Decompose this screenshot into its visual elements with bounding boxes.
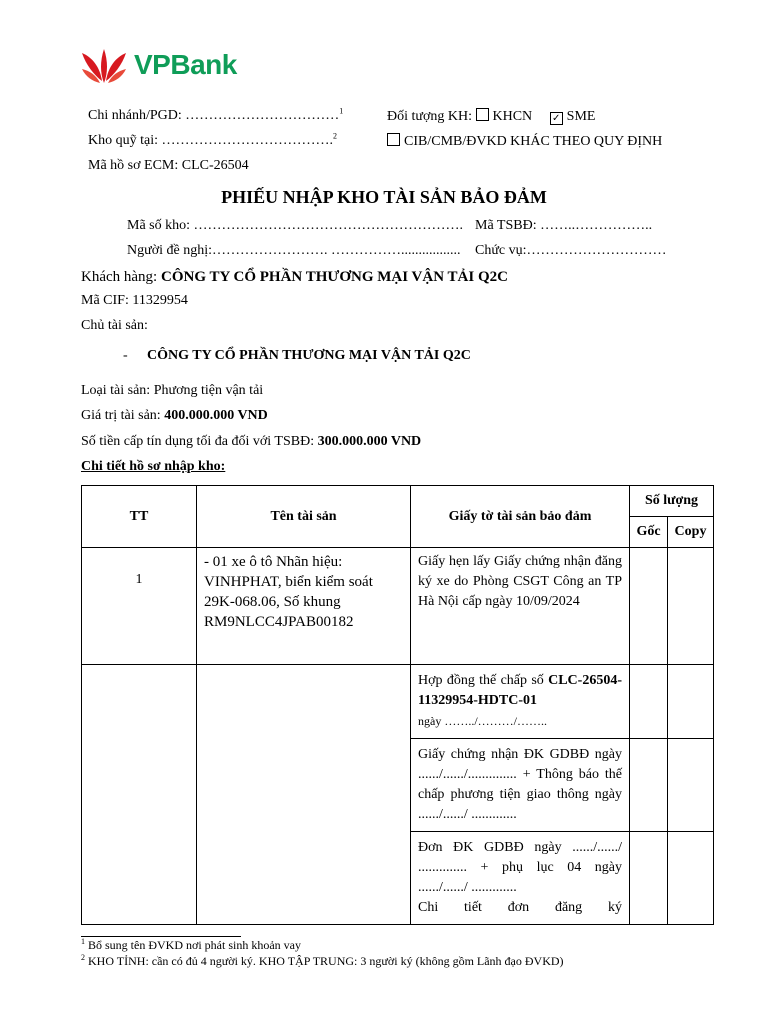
footnote-1 — [81, 938, 301, 953]
detail-heading: Chi tiết hồ sơ nhập kho: — [81, 459, 226, 474]
header-asset-name: Tên tài sản — [197, 486, 411, 548]
row2-tt — [82, 665, 197, 925]
asset-value: 400.000.000 VND — [164, 408, 268, 423]
header-quantity: Số lượng — [630, 486, 714, 517]
row2-contract-date: ngày ……../………/…….. — [418, 714, 547, 728]
vault-line — [88, 133, 337, 150]
asset-value-line — [81, 408, 268, 425]
row1-asset-name: - 01 xe ô tô Nhãn hiệu: VINHPHAT, biển kiểm soát 29K-068.06, Số khung RM9NLCC4JPAB00182 — [197, 548, 411, 665]
row1-original-cell[interactable] — [630, 548, 668, 665]
footnote-2 — [81, 954, 564, 969]
footnote-1-number: 1 — [81, 937, 85, 946]
row1-tt: 1 — [82, 548, 197, 665]
row1-doc: Giấy hẹn lấy Giấy chứng nhận đăng ký xe do Phòng CSGT Công an TP Hà Nội cấp ngày 10/09/2024 — [411, 548, 630, 665]
asset-documents-table — [81, 485, 714, 925]
vpbank-logo — [80, 44, 237, 86]
proposer-field: Người đề nghị:……………………. ……………................. — [127, 243, 461, 258]
vpbank-wordmark: VPBank — [134, 49, 237, 80]
form-title: PHIẾU NHẬP KHO TÀI SẢN BẢO ĐẢM — [221, 187, 547, 207]
position-field: Chức vụ:………………………… — [475, 243, 667, 258]
khcn-option-label: KHCN — [492, 109, 533, 124]
row2-application-detail: Chi tiết đơn đăng ký — [418, 900, 622, 915]
customer-type-label: Đối tượng KH: — [387, 109, 472, 124]
row4-copy-cell[interactable] — [668, 832, 714, 925]
branch-line — [88, 108, 343, 125]
asset-value-label: Giá trị tài sản: — [81, 408, 161, 423]
sme-option-label: SME — [566, 109, 596, 124]
row3-original-cell[interactable] — [630, 739, 668, 832]
tsbd-code-field: Mã TSBĐ: ……..…………….. — [475, 218, 653, 233]
row2-contract-doc — [411, 665, 630, 739]
customer-name: CÔNG TY CỔ PHẦN THƯƠNG MẠI VẬN TẢI Q2C — [160, 269, 508, 285]
cif-line: Mã CIF: 11329954 — [81, 293, 188, 308]
header-copy: Copy — [668, 517, 714, 548]
table-row — [82, 548, 714, 665]
header-tt: TT — [82, 486, 197, 548]
owner-bullet: - — [123, 348, 128, 363]
footnote-2-text: KHO TỈNH: cần có đủ 4 người ký. KHO TẬP TRUNG: 3 người ký (không gồm Lãnh đạo ĐVKD) — [88, 954, 564, 968]
other-checkbox[interactable] — [387, 133, 400, 146]
customer-type-line — [387, 108, 595, 126]
owner-name: CÔNG TY CỔ PHẦN THƯƠNG MẠI VẬN TẢI Q2C — [147, 348, 471, 363]
row3-copy-cell[interactable] — [668, 739, 714, 832]
branch-footnote-ref: 1 — [339, 106, 344, 116]
owner-label: Chủ tài sản: — [81, 318, 148, 333]
footnote-2-number: 2 — [81, 953, 85, 962]
other-option-label: CIB/CMB/ĐVKD KHÁC THEO QUY ĐỊNH — [404, 134, 663, 149]
row2-contract-number: CLC-26504-11329954-HDTC-01 — [418, 673, 622, 708]
customer-label: Khách hàng: — [81, 269, 158, 285]
row2-application-doc — [411, 832, 630, 925]
credit-label: Số tiền cấp tín dụng tối đa đối với TSBĐ: — [81, 434, 315, 449]
ecm-code: Mã hồ sơ ECM: CLC-26504 — [88, 158, 249, 173]
branch-label: Chi nhánh/PGD: …………………………… — [88, 108, 340, 123]
row2-contract-prefix: Hợp đồng thế chấp số — [418, 673, 544, 688]
customer-line — [81, 268, 508, 286]
footnote-1-text: Bổ sung tên ĐVKD nơi phát sinh khoản vay — [88, 938, 301, 952]
table-row — [82, 665, 714, 739]
vault-label: Kho quỹ tại: ………………………………. — [88, 133, 333, 148]
other-type-line — [387, 133, 662, 151]
row2-original-cell[interactable] — [630, 665, 668, 739]
vault-footnote-ref: 2 — [333, 131, 337, 141]
khcn-checkbox[interactable] — [476, 108, 489, 121]
row4-original-cell[interactable] — [630, 832, 668, 925]
vault-code-field: Mã số kho: …………………………………………………. — [127, 218, 463, 233]
sme-checkbox[interactable]: ✓ — [550, 112, 563, 125]
credit-line — [81, 434, 421, 451]
asset-type: Loại tài sản: Phương tiện vận tải — [81, 383, 264, 398]
row2-registration-doc: Giấy chứng nhận ĐK GDBĐ ngày ....../....../.............. + Thông báo thế chấp phương tiện giao thông ngày ....../....../ ............. — [411, 739, 630, 832]
table-header-row — [82, 486, 714, 517]
credit-value: 300.000.000 VND — [317, 434, 422, 449]
row1-copy-cell[interactable] — [668, 548, 714, 665]
footnote-separator — [81, 936, 241, 937]
row2-asset-name — [197, 665, 411, 925]
header-documents: Giấy tờ tài sản bảo đảm — [411, 486, 630, 548]
header-original: Gốc — [630, 517, 668, 548]
row2-application-text: Đơn ĐK GDBĐ ngày ....../....../ .............. + phụ lục 04 ngày ....../....../ ............. — [418, 840, 622, 895]
vpbank-flower-icon — [80, 45, 128, 85]
row2-copy-cell[interactable] — [668, 665, 714, 739]
